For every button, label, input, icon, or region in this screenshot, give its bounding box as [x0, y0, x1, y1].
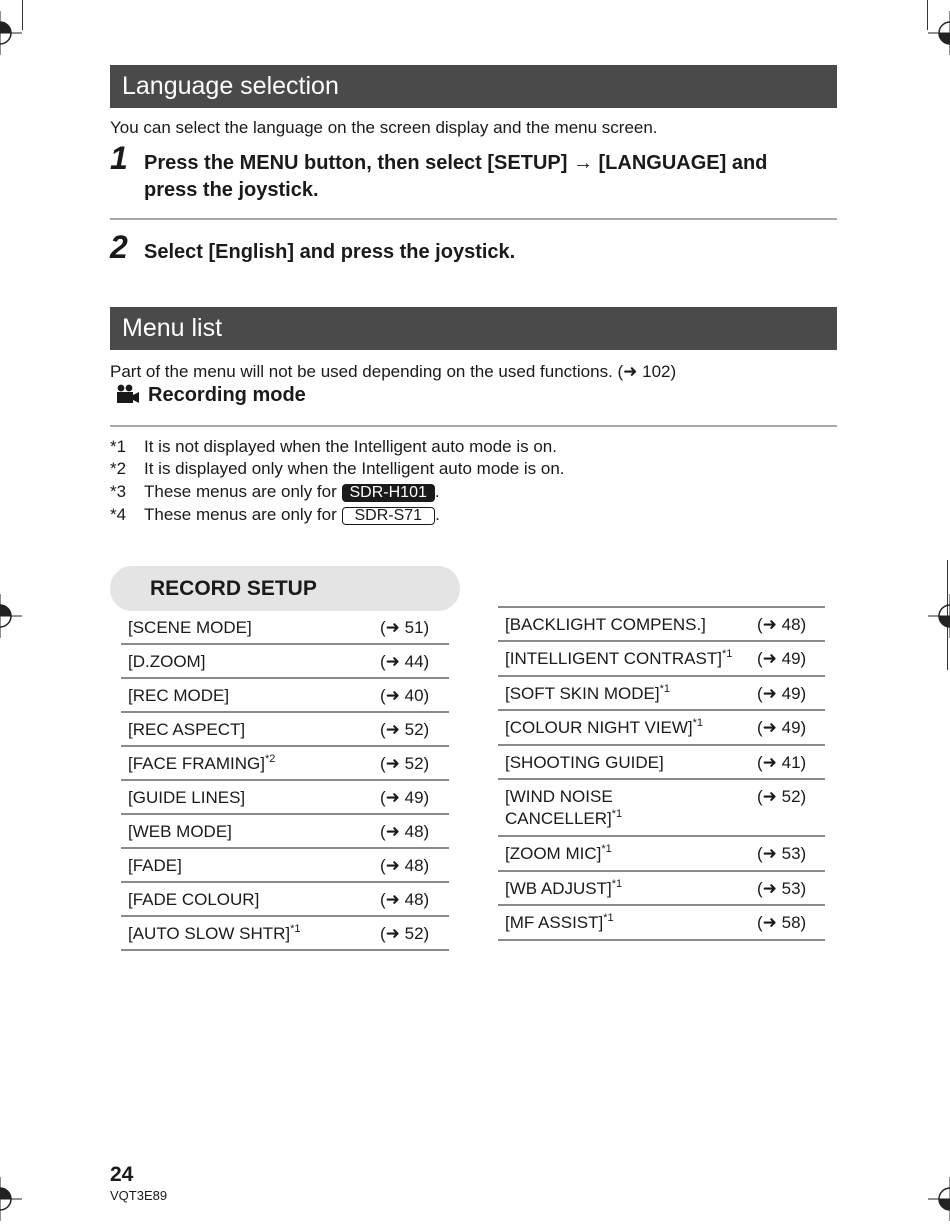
step-1-line-2: press the joystick. — [144, 179, 319, 201]
menu-item-label — [128, 685, 229, 707]
note-1 — [110, 437, 557, 457]
note-mark: *2 — [110, 459, 127, 478]
footnote-ref: *1 — [611, 878, 623, 890]
page-reference: (➜ 49) — [380, 788, 430, 807]
step-2-text: Select [English] and press the joystick. — [144, 241, 516, 263]
menu-item-label — [128, 787, 245, 809]
menu-item-label — [128, 617, 252, 639]
step-1-line-1: Press the MENU button, then select [SETUP] → [LANGUAGE] and — [144, 152, 768, 174]
menu-item-label — [505, 614, 706, 636]
menu-row — [121, 815, 449, 849]
menu-item-name: [BACKLIGHT COMPENS.] — [505, 615, 706, 634]
model-badge-sdr-s71: SDR-S71 — [342, 507, 436, 525]
menu-item-name-cont: CANCELLER] — [505, 809, 612, 828]
menu-item-name: [MF ASSIST] — [505, 913, 604, 932]
page-reference: (➜ 52) — [757, 787, 807, 806]
page-reference: (➜ 40) — [380, 686, 430, 705]
menu-item-name: [GUIDE LINES] — [128, 788, 246, 807]
registration-mark-bottom-right — [928, 1177, 950, 1221]
menu-row — [121, 713, 449, 747]
document-code: VQT3E89 — [110, 1188, 168, 1203]
crop-line-top-left — [22, 0, 23, 30]
language-intro: You can select the language on the screen display and the menu screen. — [110, 118, 658, 137]
menu-row — [498, 837, 825, 872]
menu-row — [498, 711, 825, 746]
note-4 — [110, 505, 440, 525]
note-2 — [110, 459, 565, 479]
menu-row — [121, 917, 449, 951]
menu-row — [121, 883, 449, 917]
menu-item-name: [WB ADJUST] — [505, 879, 612, 898]
menu-item-name: [REC ASPECT] — [128, 720, 246, 739]
note-mark: *4 — [110, 505, 127, 524]
menu-item-label — [128, 651, 205, 673]
page-reference: (➜ 52) — [380, 754, 430, 773]
menu-row — [498, 872, 825, 906]
recording-mode-label: Recording mode — [148, 384, 306, 406]
menu-row — [498, 608, 825, 642]
record-setup-right-table — [498, 606, 825, 941]
footnote-ref: *1 — [692, 717, 704, 729]
registration-mark-mid-left — [0, 594, 22, 638]
menu-row — [121, 645, 449, 679]
menu-row — [498, 746, 825, 780]
menu-item-name: [D.ZOOM] — [128, 652, 206, 671]
page-number: 24 — [110, 1163, 134, 1186]
step-divider — [110, 218, 837, 220]
menu-item-label — [128, 753, 275, 775]
page-reference: (➜ 41) — [757, 753, 807, 772]
menu-row — [121, 747, 449, 781]
menu-item-name: [FADE COLOUR] — [128, 890, 260, 909]
note-text: It is displayed only when the Intelligent auto mode is on. — [144, 459, 565, 478]
menu-item-name: [ZOOM MIC] — [505, 844, 602, 863]
menu-item-name: [SHOOTING GUIDE] — [505, 753, 664, 772]
menu-row — [121, 781, 449, 815]
footnote-ref: *1 — [603, 912, 614, 924]
page-reference: (➜ 58) — [757, 913, 807, 932]
note-text: These menus are only for — [144, 505, 337, 524]
step-1-text — [144, 150, 834, 204]
page-reference: (➜ 52) — [380, 720, 430, 739]
menu-item-label — [505, 878, 622, 900]
menu-item-name: [SCENE MODE] — [128, 618, 252, 637]
menu-item-name: [FADE] — [128, 856, 182, 875]
note-mark: *1 — [110, 437, 127, 456]
menu-row — [498, 642, 825, 677]
page-reference: (➜ 48) — [380, 856, 430, 875]
menu-item-name: [WIND NOISE — [505, 787, 613, 806]
footnote-ref: *1 — [721, 648, 733, 660]
note-text: It is not displayed when the Intelligent auto mode is on. — [144, 437, 557, 456]
menu-item-label — [128, 923, 301, 945]
menu-row — [121, 611, 449, 645]
page-reference: (➜ 49) — [757, 649, 807, 668]
menu-list-title: Menu list — [110, 307, 837, 350]
note-mark: *3 — [110, 482, 127, 501]
menu-item-label — [505, 786, 622, 830]
page-reference: (➜ 53) — [757, 844, 807, 863]
step-1-number: 1 — [110, 140, 128, 176]
menu-item-name: [REC MODE] — [128, 686, 230, 705]
menu-row — [498, 780, 825, 837]
step-2-number: 2 — [110, 229, 128, 265]
page-reference: (➜ 49) — [757, 684, 807, 703]
recording-mode-divider — [110, 425, 837, 427]
registration-mark-mid-right — [928, 594, 950, 638]
registration-mark-bottom-left — [0, 1177, 22, 1221]
model-badge-sdr-h101: SDR-H101 — [342, 484, 435, 502]
page-reference: (➜ 51) — [380, 618, 430, 637]
page-reference: (➜ 48) — [380, 822, 430, 841]
page-reference: (➜ 48) — [380, 890, 430, 909]
footnote-ref: *1 — [290, 923, 301, 935]
note-end: . — [435, 505, 440, 524]
menu-item-label — [505, 683, 670, 705]
menu-item-name: [AUTO SLOW SHTR] — [128, 924, 291, 943]
menu-item-label — [128, 855, 182, 877]
registration-mark-top-left — [0, 11, 22, 55]
note-3 — [110, 482, 440, 502]
menu-row — [121, 679, 449, 713]
record-setup-header: RECORD SETUP — [110, 566, 460, 611]
page-reference: (➜ 49) — [757, 718, 807, 737]
menu-row — [498, 906, 825, 941]
footnote-ref: *2 — [264, 753, 276, 765]
menu-item-label — [505, 912, 614, 934]
menu-item-name: [SOFT SKIN MODE] — [505, 684, 660, 703]
footnote-ref: *1 — [659, 683, 670, 695]
menu-item-label — [128, 889, 259, 911]
menu-item-label — [505, 752, 664, 774]
page-reference: (➜ 44) — [380, 652, 430, 671]
page-reference: (➜ 53) — [757, 879, 807, 898]
note-end: . — [434, 482, 440, 501]
menu-item-label — [505, 717, 703, 739]
menu-item-label — [505, 843, 612, 865]
menu-item-label — [128, 821, 232, 843]
menu-item-name: [INTELLIGENT CONTRAST] — [505, 649, 722, 668]
menu-list-intro: Part of the menu will not be used depending on the used functions. (➜ 102) — [110, 362, 677, 381]
language-section-title: Language selection — [110, 65, 837, 108]
footnote-ref: *1 — [601, 843, 612, 855]
footnote-ref: *1 — [611, 808, 623, 820]
menu-row — [121, 849, 449, 883]
menu-item-label — [128, 719, 245, 741]
menu-item-name: [WEB MODE] — [128, 822, 232, 841]
menu-item-label — [505, 648, 732, 670]
note-text: These menus are only for — [144, 482, 337, 501]
movie-camera-icon — [116, 384, 148, 406]
menu-item-name: [COLOUR NIGHT VIEW] — [505, 718, 693, 737]
menu-row — [498, 677, 825, 711]
page-reference: (➜ 52) — [380, 924, 430, 943]
record-setup-left-table — [121, 611, 449, 951]
recording-mode-heading — [116, 384, 306, 410]
menu-item-name: [FACE FRAMING] — [128, 754, 265, 773]
registration-mark-top-right — [928, 11, 950, 55]
page-reference: (➜ 48) — [757, 615, 807, 634]
